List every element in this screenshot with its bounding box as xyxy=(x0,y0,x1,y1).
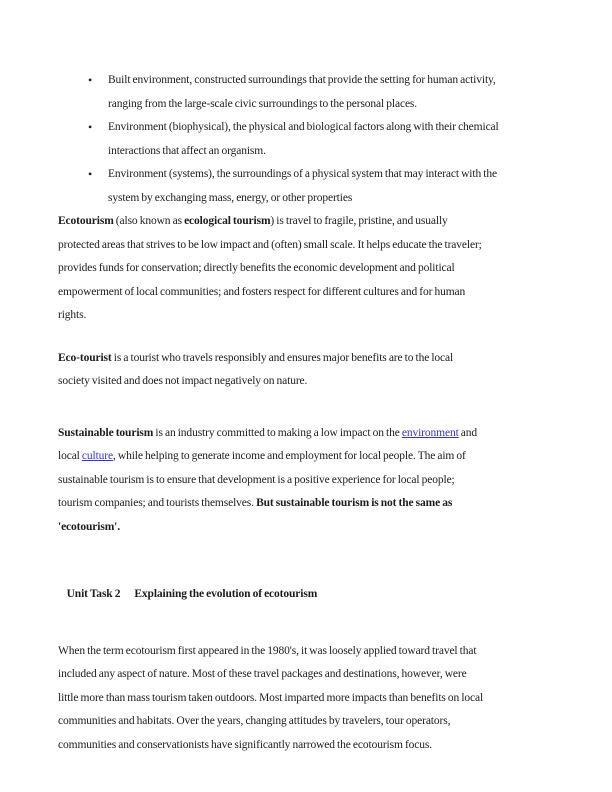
text-line xyxy=(108,140,552,164)
body-text: ranging from the large-scale civic surroundings to the personal places. xyxy=(108,97,418,110)
bullet-item-built-environment xyxy=(58,69,552,116)
text-line xyxy=(58,281,552,305)
body-text: protected areas that strives to be low impact and (often) small scale. It helps educate the traveler; xyxy=(58,238,482,251)
text-line xyxy=(58,234,552,258)
body-text: When the term ecotourism first appeared in the 1980's, it was loosely applied toward travel that xyxy=(58,644,477,657)
body-text: local xyxy=(58,450,82,462)
body-text: tourism companies; and tourists themselves. xyxy=(58,497,257,509)
text-line xyxy=(58,734,552,758)
heading-label: Unit Task 2 xyxy=(66,587,121,600)
bullet-list xyxy=(58,69,552,210)
text-line xyxy=(58,210,552,234)
bullet-icon: • xyxy=(88,167,93,181)
body-text: Environment (systems), the surroundings of a physical system that may interact with the xyxy=(108,168,497,180)
text-line xyxy=(58,663,552,687)
text-line xyxy=(58,445,552,469)
bullet-item-environment-biophysical xyxy=(58,116,552,163)
bold-text: Eco-tourist xyxy=(58,351,112,364)
text-line xyxy=(58,492,552,516)
body-text: Built environment, constructed surroundings that provide the setting for human activity, xyxy=(108,74,496,86)
bold-text: 'ecotourism'. xyxy=(58,520,120,533)
bullet-text xyxy=(58,116,552,163)
body-text: communities and conservationists have significantly narrowed the ecotourism focus. xyxy=(58,738,433,751)
text-line xyxy=(58,469,552,493)
bullet-text xyxy=(58,69,552,116)
text-line xyxy=(58,422,552,446)
text-line xyxy=(58,370,552,394)
body-text: and xyxy=(458,426,478,439)
paragraph-ecotourist-definition xyxy=(58,347,552,394)
bullet-text xyxy=(58,163,552,210)
body-text: , while helping to generate income and employment for local people. The aim of xyxy=(113,450,466,462)
text-line xyxy=(58,257,552,281)
body-text: is an industry committed to making a low impact on the xyxy=(153,426,402,439)
body-text: provides funds for conservation; directly benefits the economic development and political xyxy=(58,262,455,274)
body-text: system by exchanging mass, energy, or other properties xyxy=(108,191,353,204)
heading-title: Explaining the evolution of ecotourism xyxy=(134,587,318,600)
bold-text: Sustainable tourism xyxy=(58,426,154,439)
body-text: communities and habitats. Over the years, changing attitudes by travelers, tour operators, xyxy=(58,715,451,727)
body-text: included any aspect of nature. Most of these travel packages and destinations, however, were xyxy=(58,668,467,680)
paragraph-ecotourism-evolution xyxy=(58,640,552,758)
bold-text: But sustainable tourism is not the same as xyxy=(256,497,453,509)
body-text: little more than mass tourism taken outdoors. Most imparted more impacts than benefits on local xyxy=(58,691,484,704)
body-text: society visited and does not impact negatively on nature. xyxy=(58,375,308,387)
bullet-icon: • xyxy=(88,120,93,134)
bold-text: Ecotourism xyxy=(58,215,114,227)
text-line xyxy=(58,304,552,328)
bullet-item-environment-systems xyxy=(58,163,552,210)
body-text: interactions that affect an organism. xyxy=(108,144,266,157)
body-text: empowerment of local communities; and fosters respect for different cultures and for human xyxy=(58,285,466,298)
bullet-icon: • xyxy=(88,73,93,87)
text-line xyxy=(58,687,552,711)
paragraph-ecotourism-definition xyxy=(58,210,552,328)
text-line xyxy=(58,640,552,664)
body-text: rights. xyxy=(58,309,87,321)
body-text: Environment (biophysical), the physical and biological factors along with their chemical xyxy=(108,121,499,133)
text-line xyxy=(108,187,552,211)
body-text: is a tourist who travels responsibly and ensures major benefits are to the local xyxy=(111,351,454,364)
text-line xyxy=(108,116,552,140)
hyperlink-environment[interactable]: environment xyxy=(401,426,459,439)
text-line xyxy=(58,710,552,734)
text-line xyxy=(58,347,552,371)
paragraph-sustainable-tourism-definition xyxy=(58,422,552,540)
bold-text: ecological tourism xyxy=(184,215,271,227)
body-text: sustainable tourism is to ensure that development is a positive experience for local people; xyxy=(58,473,455,486)
text-line xyxy=(108,93,552,117)
text-line xyxy=(108,69,552,93)
body-text: ) is travel to fragile, pristine, and usually xyxy=(270,215,448,227)
section-heading-unit-task-2 xyxy=(58,559,552,630)
body-text: (also known as xyxy=(113,215,185,227)
hyperlink-culture[interactable]: culture xyxy=(81,450,113,462)
text-line xyxy=(58,516,552,540)
text-line xyxy=(108,163,552,187)
